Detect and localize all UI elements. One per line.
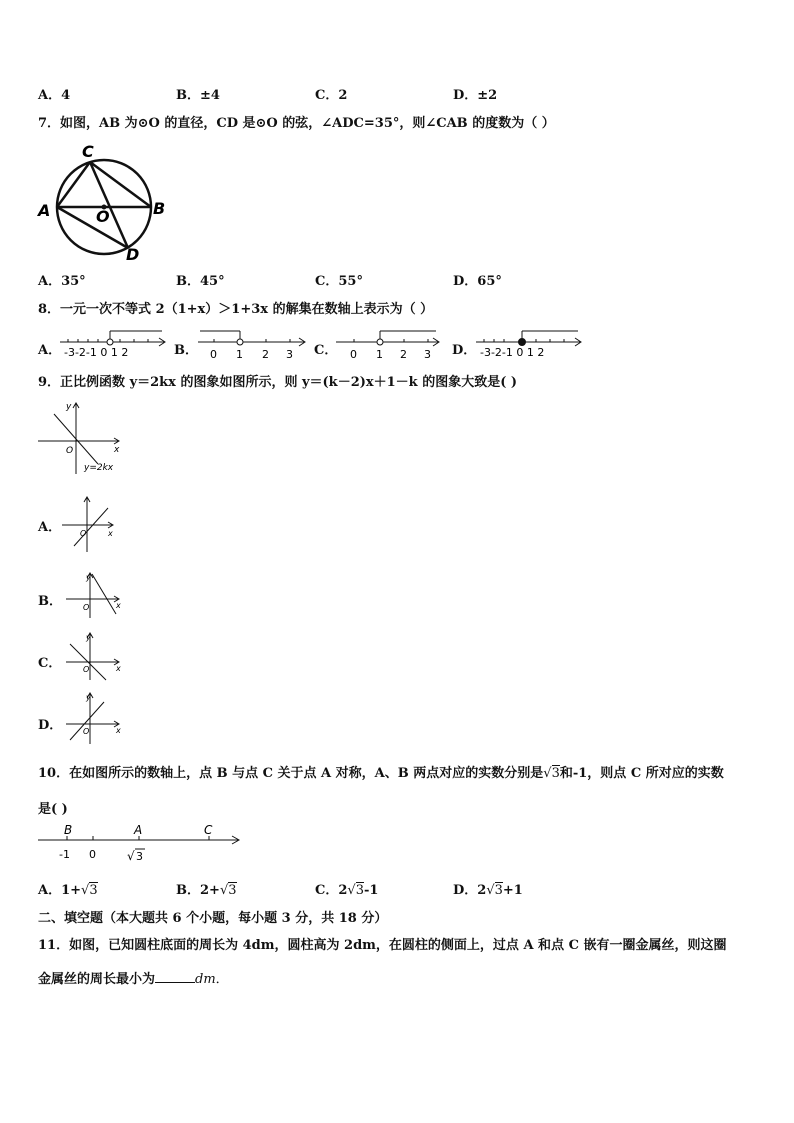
q10-option-b-sqrt: 3 (228, 883, 237, 898)
q8-a-ticks: -3-2-1 0 1 2 (64, 346, 129, 359)
section2-title: 二、填空题（本大题共 6 个小题，每小题 3 分，共 18 分） (38, 911, 388, 926)
q8-number-line-a (58, 328, 170, 362)
q9-option-b: B． (38, 594, 62, 609)
q11-text: 金属丝的周长最小为 (38, 972, 156, 987)
q8-d-ticks: -3-2-1 0 1 2 (480, 346, 545, 359)
q9-a-x: x (108, 529, 113, 538)
q6-option-b: B．±4 (176, 88, 220, 103)
q10-label-b: B (64, 823, 73, 837)
q7-label-c: C (82, 142, 94, 161)
q10-number-line (36, 820, 244, 866)
q10-label-c: C (204, 823, 213, 837)
q10-tick-sqrt-sign: √ (127, 849, 135, 863)
q10-option-c-pre: C．2 (315, 883, 348, 898)
q10-option-a: A．1+√3 (38, 883, 98, 898)
q10-option-b-pre: B．2+ (176, 883, 220, 898)
q7-label-d: D (126, 245, 140, 264)
q9-graph-a (60, 494, 120, 554)
q7-circle-figure (34, 140, 170, 264)
q9-reference-graph (36, 398, 128, 478)
q10-option-d-pre: D．2 (453, 883, 487, 898)
q8-number-line-c (334, 328, 444, 362)
q7-label-o: O (96, 207, 110, 226)
q9-b-o: O (83, 603, 90, 612)
q9-graph-c (64, 630, 126, 682)
q7-option-a: A．35° (38, 274, 86, 289)
q9-ref-y: y (66, 402, 72, 412)
q10-option-d-post: +1 (502, 883, 523, 898)
q9-graph-b (64, 570, 126, 620)
q10-question-line1: 10．在如图所示的数轴上，点 B 与点 C 关于点 A 对称，A、B 两点对应的实数分别是√3和-1，则点 C 所对应的实数 (38, 766, 724, 781)
q10-sqrt-value: 3 (551, 766, 560, 781)
q10-option-c-post: -1 (363, 883, 379, 898)
q9-question: 9．正比例函数 y＝2kx 的图象如图所示，则 y＝(k－2)x＋1－k 的图象大致是( ) (38, 375, 518, 390)
q11-answer-blank[interactable] (155, 970, 195, 983)
q8-number-line-d (474, 328, 586, 362)
q6-option-d: D．±2 (453, 88, 498, 103)
q9-ref-o: O (66, 446, 74, 456)
q10-option-d-sqrt: 3 (494, 883, 503, 898)
q8-b-tick-3: 3 (286, 348, 293, 361)
q9-a-o: O (80, 529, 87, 538)
q8-option-c: C． (314, 343, 338, 358)
q9-ref-x: x (114, 445, 120, 455)
q10-text-2: 和-1，则点 C 所对应的实数 (559, 766, 724, 781)
q9-d-x: x (116, 726, 121, 735)
q8-b-tick-0: 0 (210, 348, 217, 361)
q11-question-line2: 金属丝的周长最小为 dm． (38, 972, 229, 987)
q8-number-line-b (196, 328, 310, 362)
q7-option-d: D．65° (453, 274, 502, 289)
q8-option-a: A． (38, 343, 62, 358)
q8-question: 8．一元一次不等式 2（1+x）＞1+3x 的解集在数轴上表示为（ ） (38, 302, 434, 317)
q9-option-a: A． (38, 520, 62, 535)
q9-graph-d (64, 690, 126, 746)
q6-option-c: C．2 (315, 88, 348, 103)
q9-ref-fn: y=2kx (84, 463, 114, 473)
q7-label-a: A (38, 201, 51, 220)
q9-d-o: O (83, 727, 90, 736)
q10-tick-sqrt: 3 (136, 850, 143, 863)
q8-b-tick-2: 2 (262, 348, 269, 361)
q9-option-c: C． (38, 656, 62, 671)
q10-tick-zero: 0 (89, 848, 96, 861)
q10-option-d: D．2√3+1 (453, 883, 523, 898)
q7-question: 7．如图，AB 为⊙O 的直径，CD 是⊙O 的弦，∠ADC=35°，则∠CAB 的度数为（ ） (38, 116, 555, 131)
q7-label-b: B (153, 199, 166, 218)
q8-option-d: D． (452, 343, 477, 358)
q9-b-y: y (86, 573, 91, 582)
q11-question-line1: 11．如图，已知圆柱底面的周长为 4dm，圆柱高为 2dm，在圆柱的侧面上，过点 A 和点 C 嵌有一圈金属丝，则这圈 (38, 938, 727, 953)
q10-option-a-sqrt: 3 (89, 883, 98, 898)
q11-unit: dm (195, 972, 216, 987)
q6-option-a: A．4 (38, 88, 71, 103)
q10-option-a-pre: A．1+ (38, 883, 82, 898)
q10-option-b: B．2+√3 (176, 883, 237, 898)
q9-b-x: x (116, 601, 121, 610)
q10-option-c-sqrt: 3 (355, 883, 364, 898)
q9-c-y: y (86, 633, 91, 642)
q8-c-tick-2: 2 (400, 348, 407, 361)
q8-c-tick-0: 0 (350, 348, 357, 361)
q10-tick-minus1: -1 (59, 848, 70, 861)
q8-b-tick-1: 1 (236, 348, 243, 361)
q9-c-x: x (116, 664, 121, 673)
q7-option-c: C．55° (315, 274, 363, 289)
q8-c-tick-1: 1 (376, 348, 383, 361)
q7-option-b: B．45° (176, 274, 225, 289)
q9-d-y: y (86, 693, 91, 702)
q8-option-b: B． (174, 343, 198, 358)
q10-label-a: A (134, 823, 143, 837)
q10-text-1: 10．在如图所示的数轴上，点 B 与点 C 关于点 A 对称，A、B 两点对应的实数分别是 (38, 766, 544, 781)
q9-option-d: D． (38, 718, 63, 733)
q8-c-tick-3: 3 (424, 348, 431, 361)
q10-question-line2: 是( ) (38, 802, 68, 817)
q9-c-o: O (83, 665, 90, 674)
q10-option-c: C．2√3-1 (315, 883, 379, 898)
